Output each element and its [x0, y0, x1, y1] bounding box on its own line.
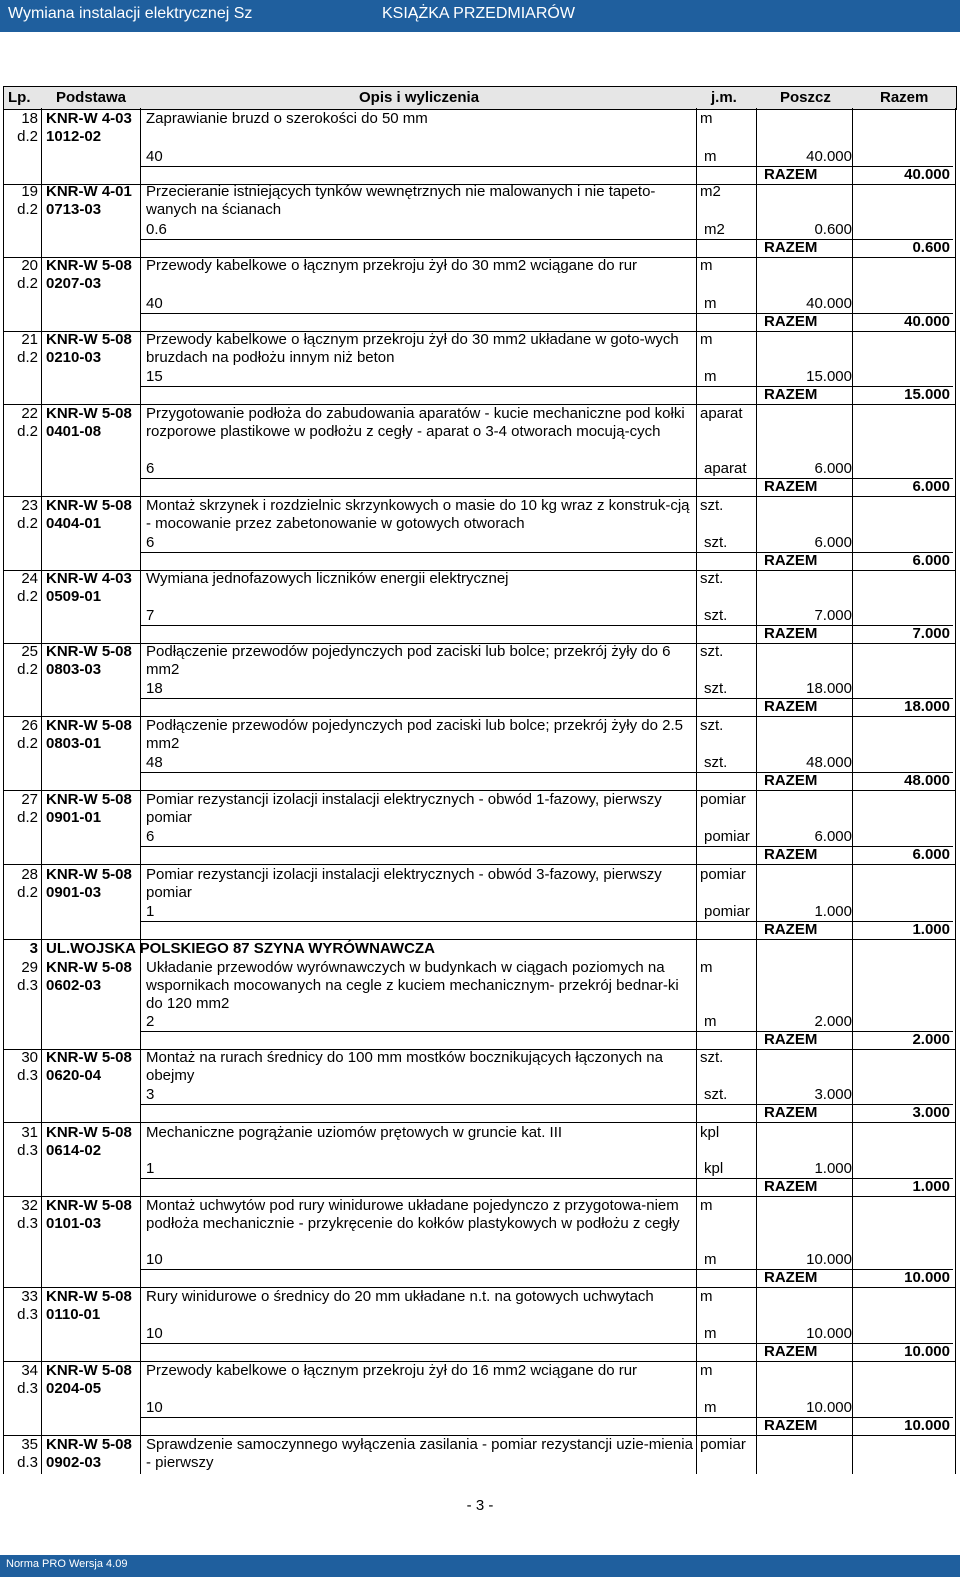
item-description: Pomiar rezystancji izolacji instalacji elektrycznych - obwód 1-fazowy, pierwszy pomiar	[146, 791, 662, 826]
document-title: Wymiana instalacji elektrycznej Sz	[8, 5, 253, 22]
basis-position: 0110-01	[46, 1306, 101, 1323]
item-ref: d.2	[17, 423, 38, 440]
basis-position: 0210-03	[46, 349, 102, 366]
col-jm: j.m.	[711, 89, 737, 106]
partial-value: 6.000	[814, 828, 852, 845]
basis-position: 0401-08	[46, 423, 102, 440]
quantity-unit: pomiar	[704, 903, 750, 920]
partial-value: 1.000	[814, 1160, 852, 1177]
row-separator	[141, 478, 953, 479]
row-separator	[141, 386, 953, 387]
item-description: Przygotowanie podłoża do zabudowania aparatów - kucie mechaniczne pod kołki rozporowe plastikowe w podłożu z cegły - aparat o 3-4 otworach mocują-cych	[146, 405, 685, 440]
basis-position: 0803-01	[46, 735, 102, 752]
table-row	[4, 497, 954, 570]
quantity-unit: szt.	[704, 754, 728, 771]
item-ref: d.2	[17, 201, 38, 218]
item-ref: d.2	[17, 809, 38, 826]
item-ref: d.2	[17, 128, 38, 145]
total-value: 40.000	[904, 313, 950, 330]
item-description: Przewody kabelkowe o łącznym przekroju żył do 16 mm2 wciągane do rur	[146, 1362, 638, 1379]
total-value: 6.000	[912, 552, 950, 569]
quantity-unit: m	[704, 1251, 717, 1268]
item-number: 18	[21, 110, 38, 127]
row-separator	[141, 1031, 953, 1032]
partial-value: 10.000	[806, 1399, 852, 1416]
item-unit: m	[700, 110, 713, 127]
total-label: RAZEM	[764, 1417, 818, 1434]
basis-catalog: KNR-W 5-08	[46, 717, 132, 734]
total-value: 2.000	[912, 1031, 950, 1048]
basis-position: 0902-03	[46, 1454, 102, 1471]
partial-value: 7.000	[814, 607, 852, 624]
item-ref: d.2	[17, 735, 38, 752]
row-separator	[3, 864, 955, 865]
footer-bar	[0, 1555, 960, 1577]
item-unit: pomiar	[700, 1436, 746, 1453]
quantity-formula: 18	[146, 680, 163, 697]
row-separator	[141, 698, 953, 699]
total-label: RAZEM	[764, 698, 818, 715]
basis-position: 0901-01	[46, 809, 102, 826]
partial-value: 10.000	[806, 1325, 852, 1342]
total-value: 6.000	[912, 846, 950, 863]
total-label: RAZEM	[764, 239, 818, 256]
row-separator	[141, 1343, 953, 1344]
quantity-formula: 7	[146, 607, 155, 624]
basis-catalog: KNR-W 4-03	[46, 110, 132, 127]
quantity-formula: 10	[146, 1251, 163, 1268]
item-unit: kpl	[700, 1124, 720, 1141]
item-number: 19	[21, 183, 38, 200]
basis-position: 0602-03	[46, 977, 102, 994]
basis-catalog: KNR-W 4-01	[46, 183, 132, 200]
table-row	[4, 110, 954, 184]
item-unit: szt.	[700, 570, 724, 587]
quantity-formula: 2	[146, 1013, 155, 1030]
col-poszcz: Poszcz	[780, 89, 831, 106]
total-value: 6.000	[912, 478, 950, 495]
total-value: 48.000	[904, 772, 950, 789]
partial-value: 0.600	[814, 221, 852, 238]
item-number: 33	[21, 1288, 38, 1305]
row-separator	[141, 313, 953, 314]
item-number: 30	[21, 1049, 38, 1066]
section-title: UL.WOJSKA POLSKIEGO 87 SZYNA WYRÓWNAWCZA	[46, 940, 435, 957]
item-description: Montaż skrzynek i rozdzielnic skrzynkowych o masie do 10 kg wraz z konstruk-cją - mocowanie przez zabetonowanie w gotowych otworach	[146, 497, 690, 532]
basis-catalog: KNR-W 5-08	[46, 1049, 132, 1066]
table-row	[4, 405, 954, 496]
section-number: 3	[29, 940, 38, 957]
table-row	[4, 959, 954, 1049]
item-number: 32	[21, 1197, 38, 1214]
partial-value: 15.000	[806, 368, 852, 385]
item-description: Przewody kabelkowe o łącznym przekroju żył do 30 mm2 wciągane do rur	[146, 257, 638, 274]
item-description: Podłączenie przewodów pojedynczych pod zaciski lub bolce; przekrój żyły do 6 mm2	[146, 643, 671, 678]
basis-position: 0713-03	[46, 201, 102, 218]
table-border-right	[955, 108, 956, 1474]
basis-catalog: KNR-W 5-08	[46, 1197, 132, 1214]
total-value: 10.000	[904, 1269, 950, 1286]
table-row	[4, 570, 954, 643]
quantity-formula: 40	[146, 295, 163, 312]
item-description: Rury winidurowe o średnicy do 20 mm układane n.t. na gotowych uchwytach	[146, 1288, 654, 1305]
quantity-unit: m	[704, 1013, 717, 1030]
row-separator	[141, 921, 953, 922]
basis-catalog: KNR-W 5-08	[46, 257, 132, 274]
quantity-unit: m2	[704, 221, 725, 238]
item-number: 25	[21, 643, 38, 660]
basis-position: 1012-02	[46, 128, 102, 145]
row-separator	[141, 1417, 953, 1418]
item-ref: d.3	[17, 1142, 38, 1159]
quantity-formula: 1	[146, 1160, 155, 1177]
total-label: RAZEM	[764, 1031, 818, 1048]
basis-position: 0101-03	[46, 1215, 102, 1232]
item-number: 22	[21, 405, 38, 422]
item-description: Podłączenie przewodów pojedynczych pod zaciski lub bolce; przekrój żyły do 2.5 mm2	[146, 717, 683, 752]
total-label: RAZEM	[764, 921, 818, 938]
basis-catalog: KNR-W 5-08	[46, 643, 132, 660]
table-row	[4, 331, 954, 404]
table-row	[4, 1197, 954, 1287]
total-label: RAZEM	[764, 166, 818, 183]
total-value: 15.000	[904, 386, 950, 403]
total-label: RAZEM	[764, 552, 818, 569]
total-value: 1.000	[912, 921, 950, 938]
item-unit: m2	[700, 183, 721, 200]
quantity-unit: m	[704, 1325, 717, 1342]
item-ref: d.2	[17, 349, 38, 366]
basis-catalog: KNR-W 5-08	[46, 959, 132, 976]
quantity-formula: 6	[146, 460, 155, 477]
total-label: RAZEM	[764, 625, 818, 642]
total-label: RAZEM	[764, 1269, 818, 1286]
total-value: 0.600	[912, 239, 950, 256]
item-unit: m	[700, 257, 713, 274]
basis-position: 0509-01	[46, 588, 102, 605]
partial-value: 3.000	[814, 1086, 852, 1103]
item-unit: m	[700, 959, 713, 976]
quantity-unit: szt.	[704, 1086, 728, 1103]
table-row	[4, 1436, 954, 1472]
basis-catalog: KNR-W 5-08	[46, 1288, 132, 1305]
quantity-formula: 48	[146, 754, 163, 771]
item-unit: aparat	[700, 405, 743, 422]
row-separator	[141, 772, 953, 773]
item-ref: d.2	[17, 515, 38, 532]
item-number: 21	[21, 331, 38, 348]
quantity-formula: 10	[146, 1325, 163, 1342]
partial-value: 1.000	[814, 903, 852, 920]
quantity-unit: szt.	[704, 534, 728, 551]
item-ref: d.3	[17, 1380, 38, 1397]
item-number: 26	[21, 717, 38, 734]
table-row	[4, 1124, 954, 1196]
item-number: 27	[21, 791, 38, 808]
total-label: RAZEM	[764, 1178, 818, 1195]
total-value: 18.000	[904, 698, 950, 715]
basis-position: 0207-03	[46, 275, 102, 292]
item-description: Montaż na rurach średnicy do 100 mm mostków bocznikujących łączonych na obejmy	[146, 1049, 663, 1084]
row-separator	[141, 625, 953, 626]
basis-position: 0614-02	[46, 1142, 102, 1159]
column-header-row	[3, 86, 957, 110]
total-value: 7.000	[912, 625, 950, 642]
item-unit: m	[700, 331, 713, 348]
item-ref: d.3	[17, 1067, 38, 1084]
item-description: Wymiana jednofazowych liczników energii elektrycznej	[146, 570, 509, 587]
total-value: 10.000	[904, 1343, 950, 1360]
item-number: 31	[21, 1124, 38, 1141]
item-unit: m	[700, 1197, 713, 1214]
item-ref: d.2	[17, 275, 38, 292]
partial-value: 6.000	[814, 534, 852, 551]
total-label: RAZEM	[764, 478, 818, 495]
item-unit: szt.	[700, 717, 724, 734]
quantity-unit: aparat	[704, 460, 747, 477]
row-separator	[141, 846, 953, 847]
item-description: Przewody kabelkowe o łącznym przekroju żył do 30 mm2 układane w goto-wych bruzdach na podłożu innym niż beton	[146, 331, 679, 366]
row-separator	[141, 1104, 953, 1105]
table-row	[4, 791, 954, 864]
quantity-formula: 6	[146, 828, 155, 845]
col-podstawa: Podstawa	[56, 89, 127, 106]
quantity-unit: m	[704, 368, 717, 385]
partial-value: 40.000	[806, 148, 852, 165]
item-ref: d.2	[17, 661, 38, 678]
item-ref: d.3	[17, 977, 38, 994]
document-type: KSIĄŻKA PRZEDMIARÓW	[382, 5, 575, 22]
total-value: 3.000	[912, 1104, 950, 1121]
row-separator	[141, 1269, 953, 1270]
row-separator	[141, 166, 953, 167]
col-razem: Razem	[880, 89, 929, 106]
quantity-unit: m	[704, 148, 717, 165]
item-description: Mechaniczne pogrążanie uziomów prętowych w gruncie kat. III	[146, 1124, 563, 1141]
item-description: Montaż uchwytów pod rury winidurowe układane pojedynczo z przygotowa-niem podłoża mechanicznie - przykręcenie do kołków plastykowych w podłożu z cegły	[146, 1197, 680, 1232]
basis-catalog: KNR-W 5-08	[46, 1362, 132, 1379]
item-description: Układanie przewodów wyrównawczych w budynkach w ciągach poziomych na wspornikach mocowanych na cegle z kuciem mechanicznym- przekrój bednar-ki do 120 mm2	[146, 959, 679, 1012]
table-row	[4, 1362, 954, 1435]
quantity-unit: m	[704, 295, 717, 312]
item-unit: pomiar	[700, 791, 746, 808]
basis-catalog: KNR-W 5-08	[46, 866, 132, 883]
table-row	[4, 643, 954, 716]
total-label: RAZEM	[764, 772, 818, 789]
partial-value: 2.000	[814, 1013, 852, 1030]
total-value: 10.000	[904, 1417, 950, 1434]
quantity-unit: kpl	[704, 1160, 724, 1177]
total-label: RAZEM	[764, 313, 818, 330]
row-separator	[3, 1122, 955, 1123]
item-number: 23	[21, 497, 38, 514]
basis-catalog: KNR-W 5-08	[46, 791, 132, 808]
item-unit: pomiar	[700, 866, 746, 883]
table-row	[4, 1049, 954, 1122]
basis-position: 0803-03	[46, 661, 102, 678]
row-separator	[141, 552, 953, 553]
quantity-formula: 40	[146, 148, 163, 165]
basis-catalog: KNR-W 5-08	[46, 497, 132, 514]
quantity-formula: 0.6	[146, 221, 167, 238]
quantity-unit: m	[704, 1399, 717, 1416]
item-number: 24	[21, 570, 38, 587]
table-row	[4, 257, 954, 331]
total-value: 40.000	[904, 166, 950, 183]
row-separator	[141, 239, 953, 240]
item-unit: szt.	[700, 1049, 724, 1066]
total-label: RAZEM	[764, 846, 818, 863]
basis-position: 0404-01	[46, 515, 102, 532]
item-description: Przecieranie istniejących tynków wewnętrznych nie malowanych i nie tapeto-wanych na ścianach	[146, 183, 656, 218]
quantity-formula: 1	[146, 903, 155, 920]
page-header-bar	[0, 0, 960, 32]
table-row	[4, 1288, 954, 1361]
partial-value: 40.000	[806, 295, 852, 312]
basis-position: 0901-03	[46, 884, 102, 901]
item-unit: szt.	[700, 497, 724, 514]
item-ref: d.3	[17, 1215, 38, 1232]
basis-position: 0620-04	[46, 1067, 102, 1084]
item-number: 20	[21, 257, 38, 274]
quantity-formula: 15	[146, 368, 163, 385]
table-row	[4, 183, 954, 257]
item-number: 34	[21, 1362, 38, 1379]
partial-value: 18.000	[806, 680, 852, 697]
item-ref: d.3	[17, 1306, 38, 1323]
page-number: - 3 -	[466, 1497, 494, 1514]
basis-catalog: KNR-W 4-03	[46, 570, 132, 587]
basis-catalog: KNR-W 5-08	[46, 1124, 132, 1141]
item-description: Sprawdzenie samoczynnego wyłączenia zasilania - pomiar rezystancji uzie-mienia - pierwszy	[146, 1436, 693, 1471]
quantity-unit: pomiar	[704, 828, 750, 845]
item-description: Pomiar rezystancji izolacji instalacji elektrycznych - obwód 3-fazowy, pierwszy pomiar	[146, 866, 662, 901]
item-description: Zaprawianie bruzd o szerokości do 50 mm	[146, 110, 428, 127]
item-unit: m	[700, 1288, 713, 1305]
partial-value: 48.000	[806, 754, 852, 771]
item-unit: szt.	[700, 643, 724, 660]
quantity-unit: szt.	[704, 680, 728, 697]
total-label: RAZEM	[764, 1343, 818, 1360]
basis-position: 0204-05	[46, 1380, 102, 1397]
item-unit: m	[700, 1362, 713, 1379]
item-ref: d.2	[17, 884, 38, 901]
quantity-formula: 10	[146, 1399, 163, 1416]
table-row	[4, 866, 954, 939]
basis-catalog: KNR-W 5-08	[46, 405, 132, 422]
row-separator	[141, 1178, 953, 1179]
item-number: 28	[21, 866, 38, 883]
basis-catalog: KNR-W 5-08	[46, 331, 132, 348]
item-number: 29	[21, 959, 38, 976]
item-number: 35	[21, 1436, 38, 1453]
col-opis: Opis i wyliczenia	[359, 89, 480, 106]
total-label: RAZEM	[764, 386, 818, 403]
basis-catalog: KNR-W 5-08	[46, 1436, 132, 1453]
quantity-unit: szt.	[704, 607, 728, 624]
partial-value: 10.000	[806, 1251, 852, 1268]
partial-value: 6.000	[814, 460, 852, 477]
quantity-formula: 3	[146, 1086, 155, 1103]
total-label: RAZEM	[764, 1104, 818, 1121]
total-value: 1.000	[912, 1178, 950, 1195]
software-version: Norma PRO Wersja 4.09	[6, 1558, 128, 1570]
item-ref: d.2	[17, 588, 38, 605]
col-lp: Lp.	[8, 89, 31, 106]
table-row	[4, 717, 954, 790]
quantity-formula: 6	[146, 534, 155, 551]
item-ref: d.3	[17, 1454, 38, 1471]
